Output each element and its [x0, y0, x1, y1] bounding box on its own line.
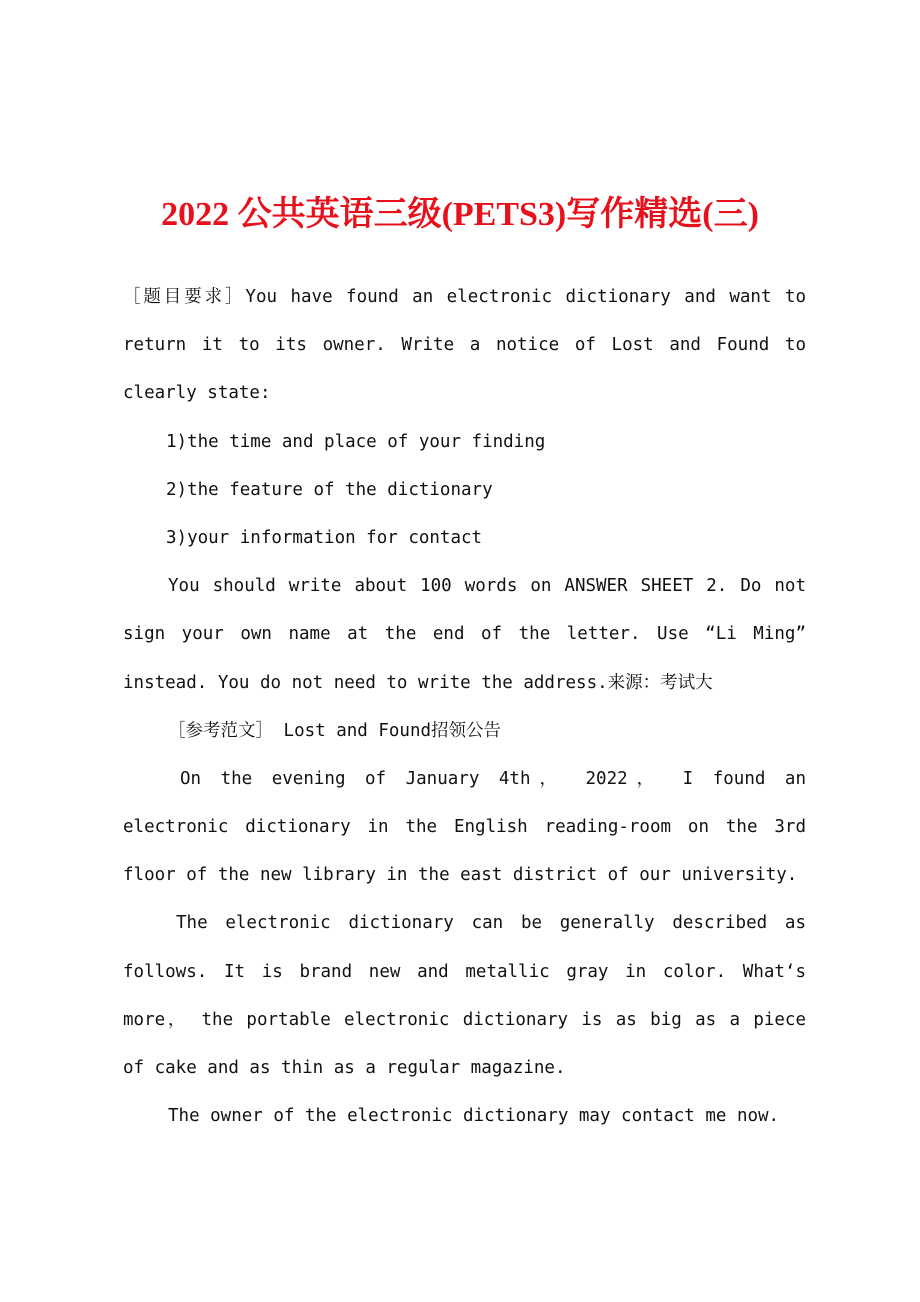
paragraph-line: The electronic dictionary can be generally described as — [176, 913, 806, 934]
sample-paragraph — [123, 1092, 815, 1140]
sample-heading: ［参考范文］ Lost and Found招领公告 — [168, 720, 502, 741]
requirement-line: return it to its owner. Write a notice of Lost and Found to — [123, 335, 806, 356]
requirement-points — [123, 418, 815, 563]
page-title: 2022 公共英语三级(PETS3)写作精选(三) — [161, 196, 759, 233]
paragraph-line: On the evening of January 4th， 2022， I found an — [180, 768, 806, 789]
paragraph-line: follows. It is brand new and metallic gray in color. What‘s — [123, 961, 806, 982]
sample-paragraph — [123, 899, 815, 1092]
point-item: 2)the feature of the dictionary — [166, 479, 493, 500]
requirement-line: clearly state: — [123, 383, 271, 404]
document-body — [123, 273, 815, 1140]
sample-paragraph — [123, 755, 815, 900]
requirement-line: ［题目要求］You have found an electronic dictionary and want to — [123, 287, 806, 307]
point-item: 1)the time and place of your finding — [166, 431, 546, 452]
point-item: 3)your information for contact — [166, 527, 483, 548]
paragraph-line: The owner of the electronic dictionary may contact me now. — [168, 1106, 780, 1127]
paragraph-line: of cake and as thin as a regular magazine. — [123, 1058, 566, 1078]
paragraph-line: floor of the new library in the east district of our university. — [123, 865, 798, 886]
instruction-line: instead. You do not need to write the address.来源：考试大 — [123, 672, 713, 693]
paragraph-line: more， the portable electronic dictionary is as big as a piece — [123, 1009, 806, 1030]
writing-instructions — [123, 562, 815, 707]
instruction-line: You should write about 100 words on ANSWER SHEET 2. Do not — [168, 576, 806, 597]
task-requirement — [123, 273, 815, 418]
sample-essay — [123, 707, 815, 1141]
instruction-line: sign your own name at the end of the letter. Use “Li Ming” — [123, 624, 806, 645]
paragraph-line: electronic dictionary in the English reading-room on the 3rd — [123, 817, 806, 838]
